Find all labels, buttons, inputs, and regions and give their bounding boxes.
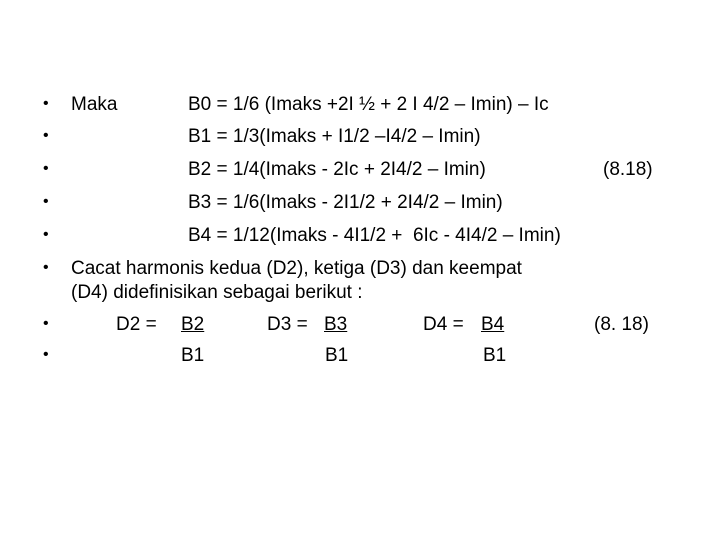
formula-b1: B1 = 1/3(Imaks + I1/2 –I4/2 – Imin)	[188, 126, 481, 147]
bullet-1: •	[43, 95, 49, 112]
d3-numerator: B3	[324, 314, 348, 335]
bullet-5: •	[43, 226, 49, 243]
bullet-6: •	[43, 259, 49, 276]
d2-numerator: B2	[181, 314, 205, 335]
d2-denominator: B1	[181, 345, 205, 366]
d3-denominator: B1	[325, 345, 349, 366]
formula-b4: B4 = 1/12(Imaks - 4I1/2 + 6Ic - 4I4/2 – Imin)	[188, 225, 561, 246]
d4-denominator: B1	[483, 345, 507, 366]
definition-text-line2: (D4) didefinisikan sebagai berikut :	[71, 282, 363, 303]
bullet-3: •	[43, 160, 49, 177]
maka-label: Maka	[71, 94, 118, 115]
d4-numerator: B4	[481, 314, 505, 335]
bullet-8: •	[43, 346, 49, 363]
d3-label: D3 =	[267, 314, 313, 335]
formula-b0: B0 = 1/6 (Imaks +2I ½ + 2 I 4/2 – Imin) – Ic	[188, 94, 549, 115]
equation-ref-2: (8. 18)	[594, 314, 649, 335]
equation-ref-1: (8.18)	[603, 159, 653, 180]
bullet-7: •	[43, 315, 49, 332]
d2-label: D2 =	[116, 314, 162, 335]
bullet-2: •	[43, 127, 49, 144]
d4-label: D4 =	[423, 314, 469, 335]
formula-b3: B3 = 1/6(Imaks - 2I1/2 + 2I4/2 – Imin)	[188, 192, 503, 213]
formula-b2: B2 = 1/4(Imaks - 2Ic + 2I4/2 – Imin)	[188, 159, 486, 180]
definition-text-line1: Cacat harmonis kedua (D2), ketiga (D3) dan keempat	[71, 258, 522, 279]
bullet-4: •	[43, 193, 49, 210]
